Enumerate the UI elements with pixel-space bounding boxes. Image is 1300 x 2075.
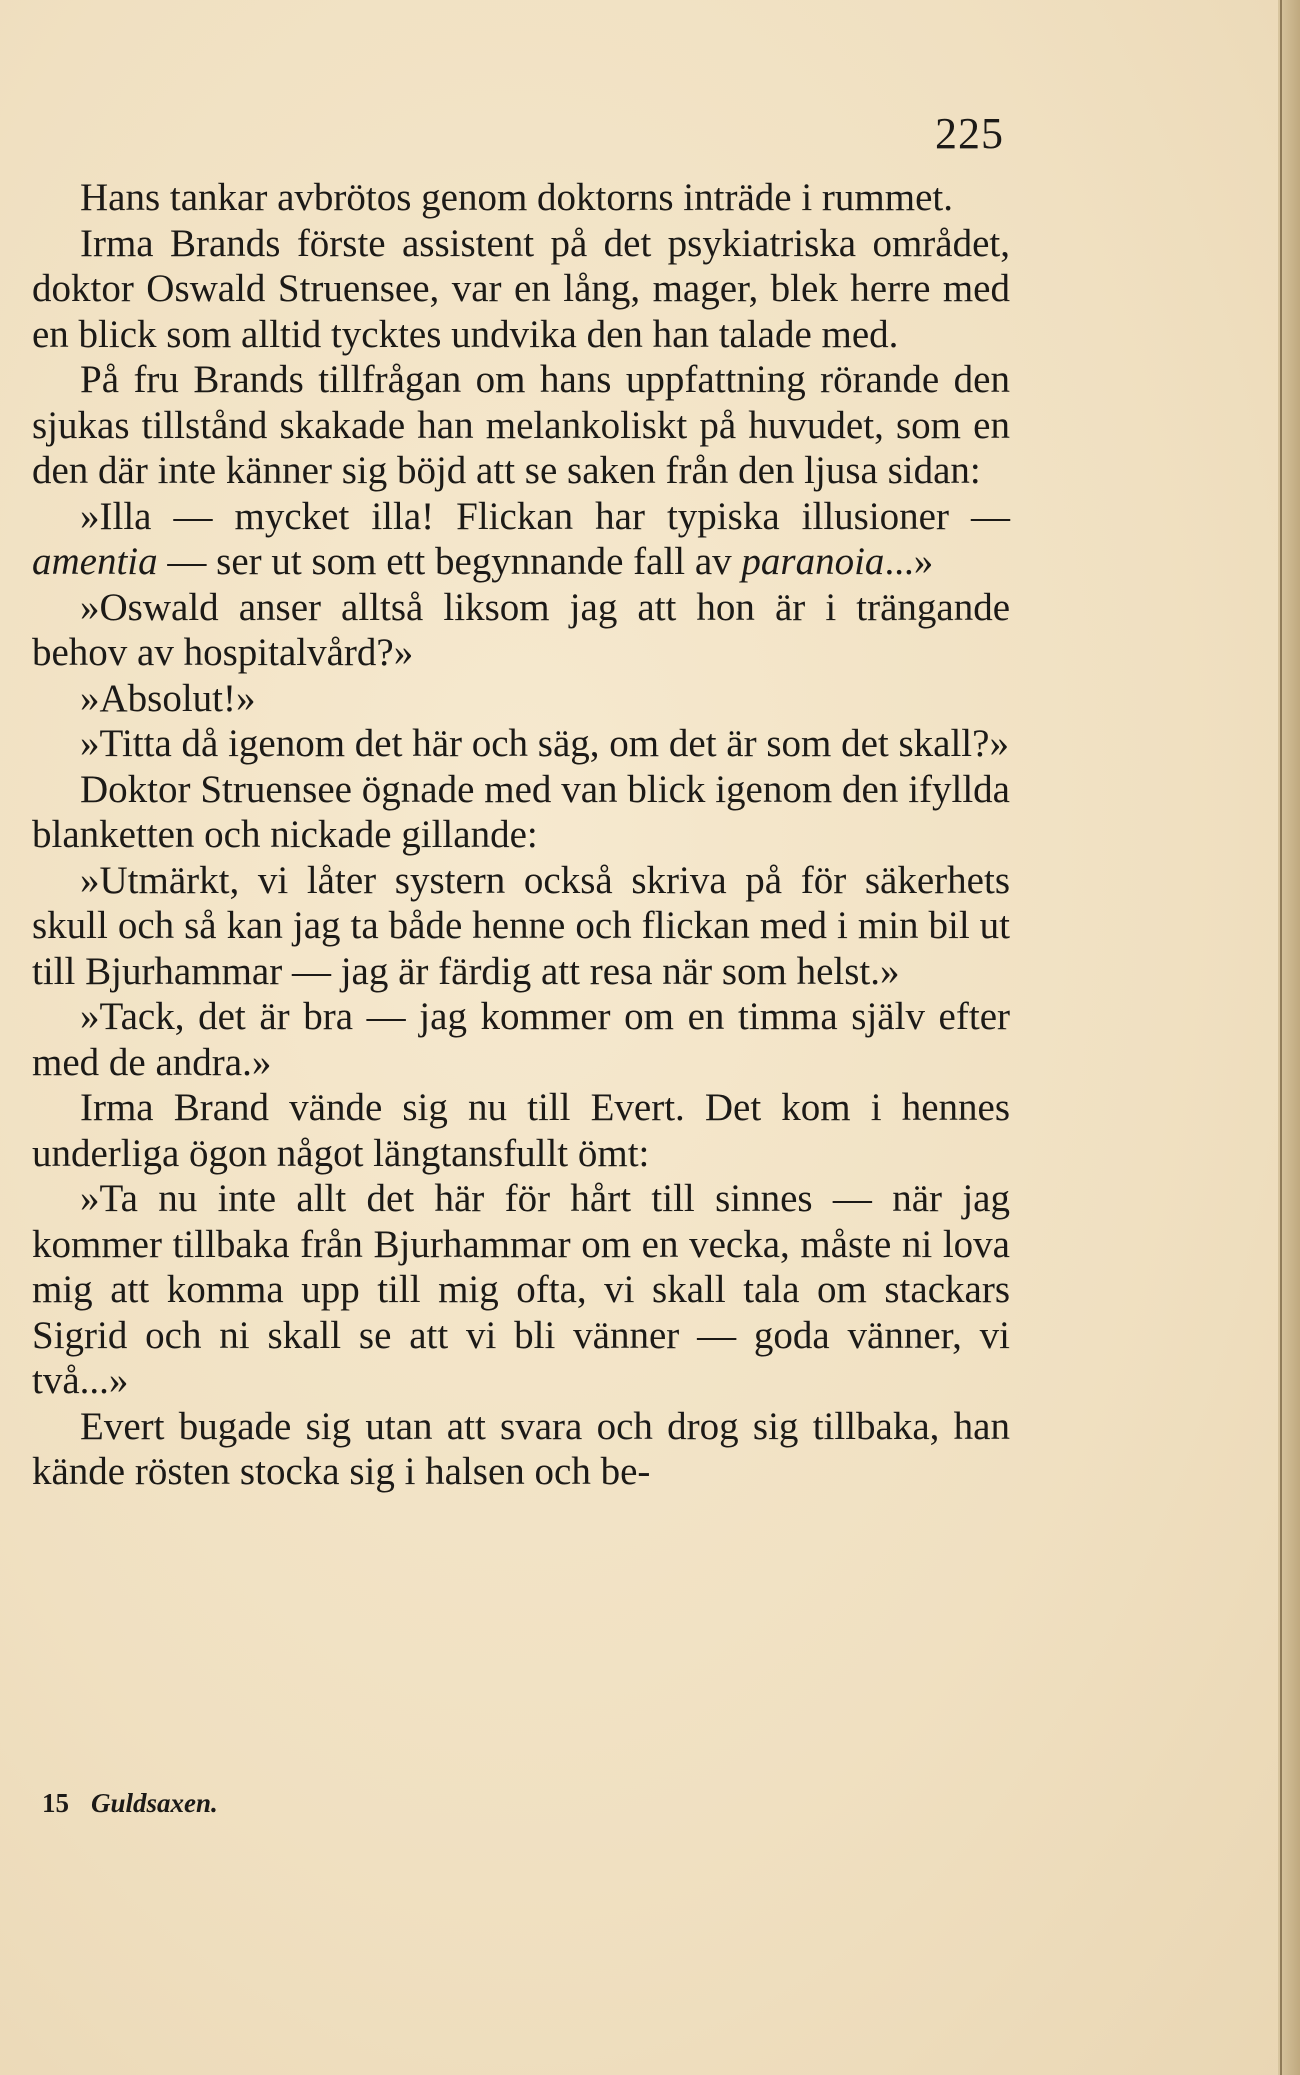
paragraph: »Utmärkt, vi låter systern också skriva på för säkerhets skull och så kan jag ta både henne och flickan med i min bil ut till Bjurhammar — jag är färdig att resa när som helst.»: [32, 858, 1010, 993]
paragraph: Doktor Struensee ögnade med van blick igenom den ifyllda blanketten och nickade gillande:: [32, 767, 1010, 856]
page-edge-line: [1280, 0, 1282, 2075]
paragraph: Irma Brand vände sig nu till Evert. Det kom i hennes underliga ögon något längtansfullt ömt:: [32, 1086, 1010, 1175]
signature-mark: 15: [42, 1788, 69, 1818]
paragraph: »Ta nu inte allt det här för hårt till sinnes — när jag kommer tillbaka från Bjurhammar om en vecka, måste ni lova mig att komma upp till mig ofta, vi skall tala om stackars Sigrid och ni skall se att vi bli vänner — goda vänner, vi två...»: [32, 1177, 1010, 1402]
book-title: Guldsaxen.: [91, 1788, 218, 1818]
paragraph: Evert bugade sig utan att svara och drog sig tillbaka, han kände rösten stocka sig i halsen och be-: [32, 1404, 1010, 1493]
footer-signature: [42, 1788, 218, 1819]
body-text: [32, 175, 1010, 1495]
paragraph: »Absolut!»: [80, 676, 256, 720]
italic-term: amentia: [32, 540, 158, 583]
paragraph: Irma Brands förste assistent på det psykiatriska området, doktor Oswald Struensee, var en lång, mager, blek herre med en blick som alltid tycktes undvika den han talade med.: [32, 221, 1010, 356]
page-number: 225: [935, 109, 1004, 158]
paragraph: »Titta då igenom det här och säg, om det är som det skall?»: [80, 722, 1009, 765]
paragraph: På fru Brands tillfrågan om hans uppfattning rörande den sjukas tillstånd skakade han melankoliskt på huvudet, som en den där inte känner sig böjd att se saken från den ljusa sidan:: [32, 358, 1010, 492]
italic-term: paranoia: [741, 540, 885, 583]
paragraph: Hans tankar avbrötos genom doktorns inträde i rummet.: [80, 176, 953, 219]
paragraph: »Tack, det är bra — jag kommer om en timma själv efter med de andra.»: [32, 995, 1010, 1084]
paragraph: »Illa — mycket illa! Flickan har typiska illusioner — amentia — ser ut som ett begynnande fall av paranoia...»: [32, 494, 1010, 583]
paragraph: »Oswald anser alltså liksom jag att hon är i trängande behov av hospitalvård?»: [32, 585, 1010, 674]
